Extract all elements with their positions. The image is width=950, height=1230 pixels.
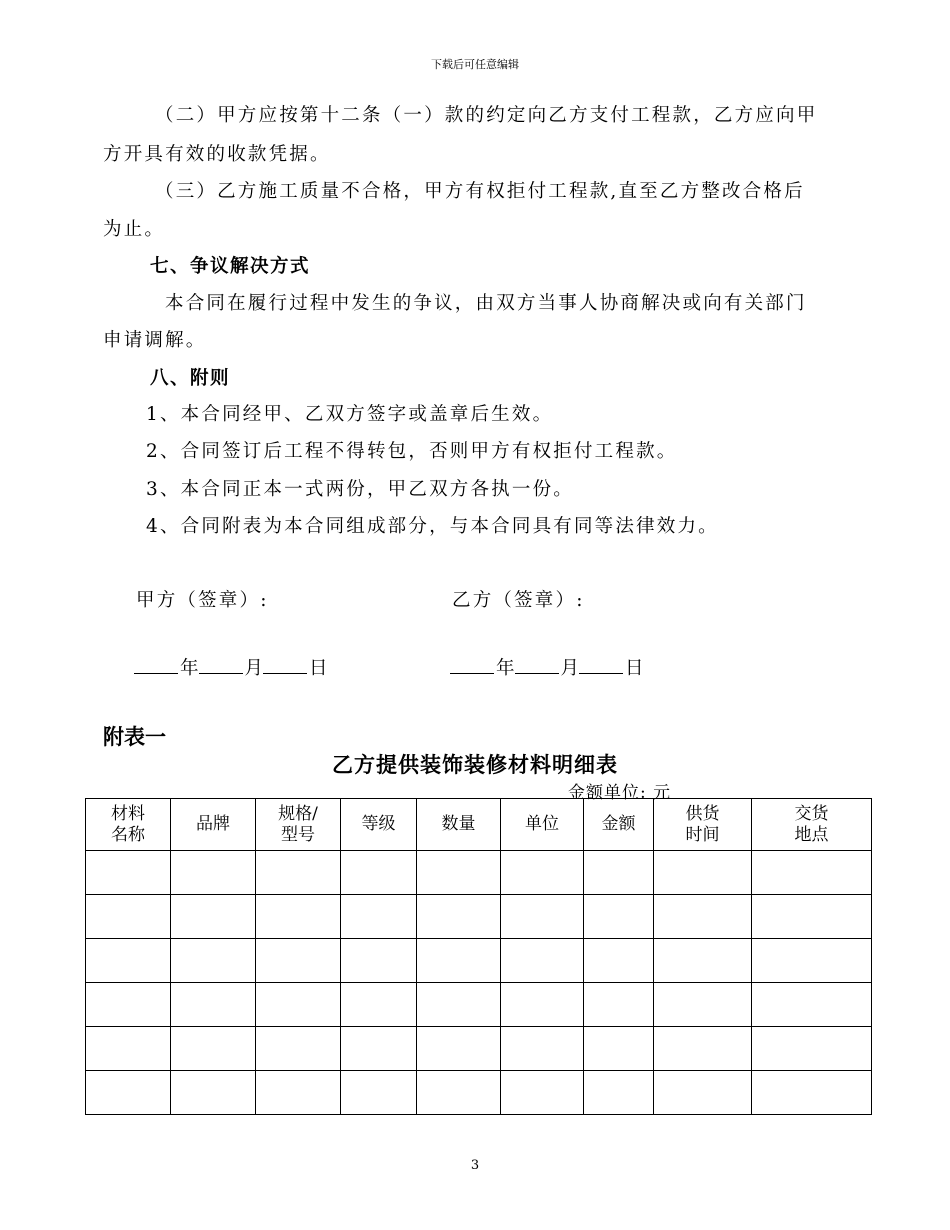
column-header-line: 名称 bbox=[111, 824, 145, 845]
table-cell[interactable] bbox=[86, 983, 171, 1027]
table-cell[interactable] bbox=[501, 1071, 584, 1115]
table-cell[interactable] bbox=[256, 1027, 341, 1071]
table-cell[interactable] bbox=[341, 1071, 417, 1115]
section-8-item-2: 2、合同签订后工程不得转包，否则甲方有权拒付工程款。 bbox=[146, 441, 678, 462]
year-label: 年 bbox=[180, 658, 199, 679]
table-row bbox=[86, 895, 872, 939]
clause-2-line-2: 方开具有效的收款凭据。 bbox=[103, 144, 331, 165]
table-row bbox=[86, 1071, 872, 1115]
table-cell[interactable] bbox=[86, 939, 171, 983]
table-header-row bbox=[86, 799, 872, 851]
table-cell[interactable] bbox=[171, 1071, 256, 1115]
table-cell[interactable] bbox=[417, 1027, 501, 1071]
materials-table-title: 乙方提供装饰装修材料明细表 bbox=[332, 753, 618, 777]
column-header-line: 等级 bbox=[361, 814, 396, 834]
table-cell[interactable] bbox=[584, 895, 654, 939]
table-body bbox=[86, 851, 872, 1115]
column-header-line: 供货 bbox=[685, 803, 720, 824]
column-header bbox=[654, 799, 752, 851]
section-7-line-2: 申请调解。 bbox=[103, 330, 207, 351]
table-cell[interactable] bbox=[417, 1071, 501, 1115]
day-label: 日 bbox=[309, 658, 328, 679]
table-cell[interactable] bbox=[501, 983, 584, 1027]
table-cell[interactable] bbox=[654, 1071, 752, 1115]
table-row bbox=[86, 983, 872, 1027]
column-header-line: 品牌 bbox=[196, 814, 230, 834]
section-7-line-1: 本合同在履行过程中发生的争议，由双方当事人协商解决或向有关部门 bbox=[165, 293, 807, 314]
table-cell[interactable] bbox=[584, 1071, 654, 1115]
table-cell[interactable] bbox=[752, 939, 872, 983]
table-cell[interactable] bbox=[752, 983, 872, 1027]
day-blank bbox=[263, 657, 307, 674]
clause-3-line-2: 为止。 bbox=[103, 219, 166, 240]
column-header-line: 交货 bbox=[794, 803, 829, 824]
table-cell[interactable] bbox=[171, 939, 256, 983]
column-header-line: 数量 bbox=[441, 814, 476, 834]
table-cell[interactable] bbox=[584, 983, 654, 1027]
materials-table bbox=[85, 798, 872, 1115]
clause-2-line-1: （二）甲方应按第十二条（一）款的约定向乙方支付工程款，乙方应向甲 bbox=[155, 105, 818, 126]
section-8-heading: 八、附则 bbox=[150, 368, 231, 389]
table-cell[interactable] bbox=[171, 895, 256, 939]
month-blank bbox=[199, 657, 243, 674]
column-header bbox=[584, 799, 654, 851]
table-cell[interactable] bbox=[501, 851, 584, 895]
column-header bbox=[171, 799, 256, 851]
table-cell[interactable] bbox=[752, 1027, 872, 1071]
column-header-line: 金额 bbox=[601, 814, 636, 834]
party-b-date bbox=[450, 654, 644, 680]
column-header-line: 型号 bbox=[281, 824, 315, 845]
year-blank bbox=[134, 657, 178, 674]
table-cell[interactable] bbox=[417, 851, 501, 895]
table-cell[interactable] bbox=[584, 851, 654, 895]
clause-3-line-1: （三）乙方施工质量不合格，甲方有权拒付工程款,直至乙方整改合格后 bbox=[155, 181, 805, 202]
section-8-item-1: 1、本合同经甲、乙双方签字或盖章后生效。 bbox=[146, 404, 554, 425]
party-a-date bbox=[134, 654, 328, 680]
table-row bbox=[86, 851, 872, 895]
column-header bbox=[86, 799, 171, 851]
table-cell[interactable] bbox=[341, 939, 417, 983]
section-8-item-3: 3、本合同正本一式两份，甲乙双方各执一份。 bbox=[146, 479, 574, 500]
table-cell[interactable] bbox=[171, 1027, 256, 1071]
table-cell[interactable] bbox=[341, 895, 417, 939]
table-cell[interactable] bbox=[654, 939, 752, 983]
table-cell[interactable] bbox=[86, 895, 171, 939]
year-blank bbox=[450, 657, 494, 674]
section-8-item-4: 4、合同附表为本合同组成部分，与本合同具有同等法律效力。 bbox=[146, 516, 719, 537]
table-cell[interactable] bbox=[584, 939, 654, 983]
column-header bbox=[341, 799, 417, 851]
day-blank bbox=[579, 657, 623, 674]
year-label: 年 bbox=[496, 658, 515, 679]
table-cell[interactable] bbox=[341, 1027, 417, 1071]
page-number: 3 bbox=[470, 1158, 480, 1173]
table-cell[interactable] bbox=[256, 851, 341, 895]
table-cell[interactable] bbox=[584, 1027, 654, 1071]
day-label: 日 bbox=[625, 658, 644, 679]
table-cell[interactable] bbox=[171, 851, 256, 895]
table-row bbox=[86, 1027, 872, 1071]
table-cell[interactable] bbox=[654, 895, 752, 939]
column-header-line: 地点 bbox=[794, 824, 829, 845]
column-header bbox=[417, 799, 501, 851]
month-label: 月 bbox=[244, 658, 264, 679]
month-blank bbox=[515, 657, 559, 674]
table-row bbox=[86, 939, 872, 983]
table-cell[interactable] bbox=[752, 1071, 872, 1115]
party-b-signature-label: 乙方（签章）: bbox=[452, 590, 585, 611]
column-header-line: 单位 bbox=[525, 814, 559, 834]
table-cell[interactable] bbox=[654, 983, 752, 1027]
column-header-line: 材料 bbox=[111, 803, 145, 824]
table-cell[interactable] bbox=[256, 895, 341, 939]
table-cell[interactable] bbox=[86, 1027, 171, 1071]
party-a-signature-label: 甲方（签章）: bbox=[136, 590, 269, 611]
column-header-line: 时间 bbox=[685, 824, 720, 845]
table-cell[interactable] bbox=[256, 983, 341, 1027]
table-cell[interactable] bbox=[171, 983, 256, 1027]
column-header bbox=[256, 799, 341, 851]
table-cell[interactable] bbox=[417, 895, 501, 939]
table-cell[interactable] bbox=[256, 1071, 341, 1115]
table-cell[interactable] bbox=[341, 851, 417, 895]
table-cell[interactable] bbox=[501, 1027, 584, 1071]
table-cell[interactable] bbox=[752, 895, 872, 939]
appendix-label: 附表一 bbox=[103, 725, 166, 749]
table-cell[interactable] bbox=[501, 939, 584, 983]
column-header-line: 规格/ bbox=[278, 803, 318, 824]
page-header-note: 下载后可任意编辑 bbox=[431, 58, 519, 71]
table-cell[interactable] bbox=[501, 895, 584, 939]
column-header bbox=[752, 799, 872, 851]
table-cell[interactable] bbox=[654, 851, 752, 895]
section-7-heading: 七、争议解决方式 bbox=[150, 256, 311, 277]
month-label: 月 bbox=[560, 658, 580, 679]
table-cell[interactable] bbox=[654, 1027, 752, 1071]
table-cell[interactable] bbox=[417, 983, 501, 1027]
table-cell[interactable] bbox=[86, 851, 171, 895]
table-cell[interactable] bbox=[86, 1071, 171, 1115]
amount-unit-note: 金额单位: 元 bbox=[568, 783, 672, 803]
table-cell[interactable] bbox=[256, 939, 341, 983]
table-cell[interactable] bbox=[417, 939, 501, 983]
table-cell[interactable] bbox=[341, 983, 417, 1027]
table-cell[interactable] bbox=[752, 851, 872, 895]
column-header bbox=[501, 799, 584, 851]
